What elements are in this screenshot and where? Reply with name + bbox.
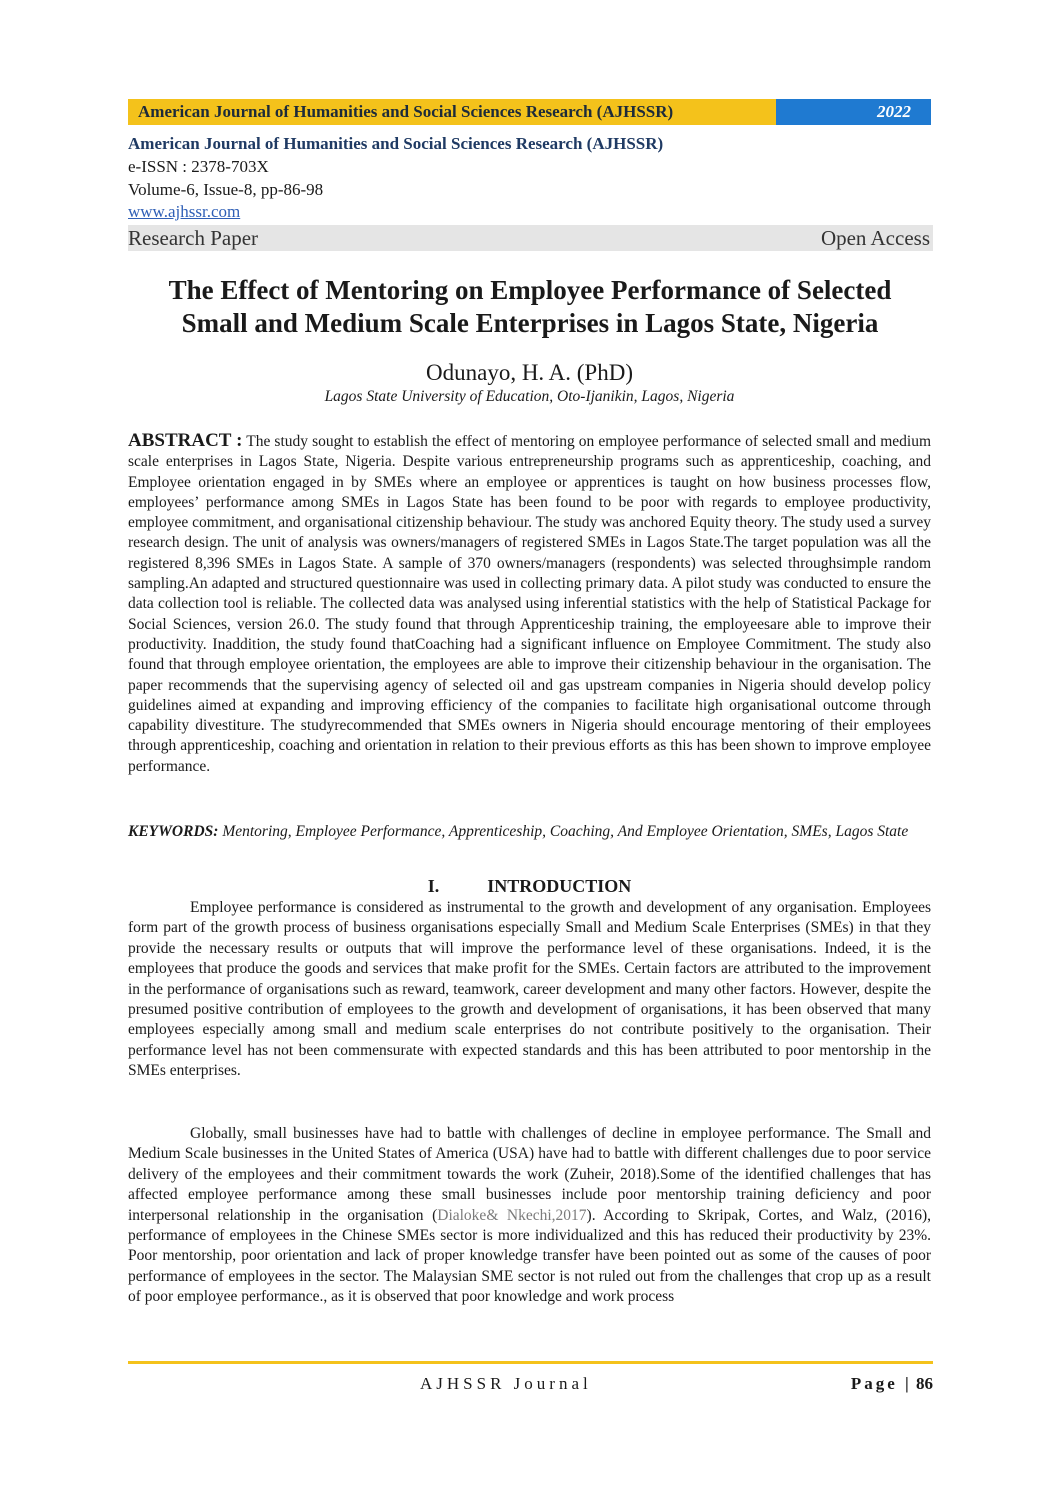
section-title: INTRODUCTION	[487, 876, 632, 896]
body-paragraph-1: Employee performance is considered as instrumental to the growth and development of any organisation. Employees form part of the growth process of business organisations especially Small and Medium Scale Enterprises (SMEs) in that they provide the necessary results or outputs that will improve the performance level of these organisations. Indeed, it is the employees that produce the goods and services that make profit for the SMEs. Certain factors are attributed to the improvement in the performance of organisations such as reward, teamwork, career development and many other factors. However, despite the presumed positive contribution of employees to the growth and development of organisations, it has been observed that many employees especially among small and medium scale enterprises do not contribute positively to the organisation. Their performance level has not been commensurate with expected standards and this has been attributed to poor mentorship in the SMEs enterprises.	[128, 899, 931, 1080]
volume-issue: Volume-6, Issue-8, pp-86-98	[128, 180, 324, 199]
citation-link[interactable]: Dialoke& Nkechi,2017	[437, 1206, 587, 1224]
paper-title	[120, 274, 940, 340]
abstract	[128, 431, 931, 777]
footer-journal: AJHSSR Journal	[420, 1374, 592, 1393]
access-type: Open Access	[820, 226, 930, 250]
keywords-text: Mentoring, Employee Performance, Apprenticeship, Coaching, And Employee Orientation, SMEs, Lagos State	[222, 823, 909, 840]
keywords-label: KEYWORDS:	[128, 823, 219, 840]
running-header-journal: American Journal of Humanities and Social Sciences Research (AJHSSR)	[128, 99, 776, 125]
page-label: Page |	[850, 1374, 912, 1393]
footer-page	[851, 1374, 933, 1394]
affiliation: Lagos State University of Education, Oto-Ijanikin, Lagos, Nigeria	[324, 388, 735, 405]
running-header	[128, 99, 931, 125]
running-header-year: 2022	[776, 99, 931, 125]
journal-url-link[interactable]: www.ajhssr.com	[128, 202, 241, 221]
title-line-1: The Effect of Mentoring on Employee Performance of Selected	[168, 275, 892, 305]
journal-name: American Journal of Humanities and Social Sciences Research (AJHSSR)	[128, 134, 664, 153]
body-paragraph-2	[128, 1124, 931, 1308]
paragraph-2-text-b: ). According to Skripak, Cortes, and Walz, (2016), performance of employees in the Chinese SMEs sector is more individualized and this has reduced their productivity by 23%. Poor mentorship, poor orientation and lack of proper knowledge transfer have been pointed out as some of the causes of poor performance of employees in the sector. The Malaysian SME sector is not ruled out from the challenges that crop up as a result of poor employee performance., as it is observed that poor knowledge and work process	[128, 1206, 931, 1306]
issn: e-ISSN : 2378-703X	[128, 157, 269, 176]
footer-rule	[128, 1361, 933, 1364]
abstract-text: The study sought to establish the effect of mentoring on employee performance of selected small and medium scale enterprises in Lagos State, Nigeria. Despite various entrepreneurship programs such as apprenticeship, coaching, and Employee orientation engaged in by SMEs where an employee or apprentices is taught on how business processes flow, employees’ performance among SMEs in Lagos State has been found to be poor with regards to employee productivity, employee commitment, and organisational citizenship behaviour. The study was anchored Equity theory. The study used a survey research design. The unit of analysis was owners/managers of registered SMEs in Lagos State.The target population was all the registered 8,396 SMEs in Lagos State. A sample of 370 owners/managers (respondents) was selected throughsimple random sampling.An adapted and structured questionnaire was used in collecting primary data. A pilot study was conducted to ensure the data collection tool is reliable. The collected data was analysed using inferential statistics with the help of Statistical Package for Social Sciences, version 26.0. The study found that through Apprenticeship training, the employeesare able to improve their productivity. Inaddition, the study found thatCoaching had a significant influence on Employee Commitment. The study also found that through employee orientation, the employees are able to improve their citizenship behaviour in the organisation. The paper recommends that the supervising agency of selected oil and gas upstream companies in Nigeria should develop policy guidelines aimed at expanding and improving efficiency of the companies to facilitate high organisational outcome through capability divestiture. The studyrecommended that SMEs owners in Nigeria should encourage mentoring of their employees through apprenticeship, coaching and orientation in relation to their previous efforts as this has been shown to improve employee performance.	[128, 433, 931, 775]
page-number: 86	[916, 1374, 933, 1393]
section-number: I.	[427, 876, 440, 896]
paper-type: Research Paper	[128, 226, 259, 250]
paragraph-2-text-a: Globally, small businesses have had to battle with challenges of decline in employee performance. The Small and Medium Scale businesses in the United States of America (USA) have had to battle with different challenges due to poor service delivery of the employees and their commitment towards the work (Zuheir, 2018).Some of the identified challenges that has affected employee performance among these small businesses include poor mentorship training deficiency and poor interpersonal relationship in the organisation (	[128, 1125, 931, 1224]
section-heading	[0, 876, 1059, 897]
title-line-2: Small and Medium Scale Enterprises in Lagos State, Nigeria	[181, 308, 879, 338]
author: Odunayo, H. A. (PhD)	[426, 360, 633, 385]
paper-type-bar	[128, 225, 933, 251]
keywords	[128, 822, 931, 842]
abstract-label: ABSTRACT :	[128, 430, 243, 451]
